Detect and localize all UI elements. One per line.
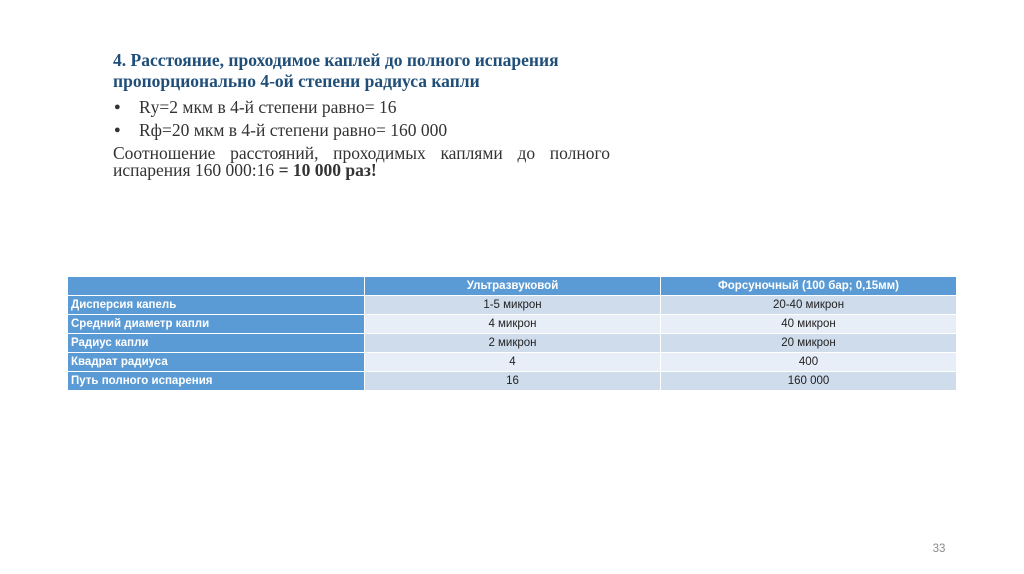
table-row [68, 334, 957, 353]
heading-line-1: 4. Расстояние, проходимое каплей до полного испарения [113, 50, 559, 70]
comparison-table [67, 276, 957, 391]
cell-nozzle: 400 [661, 353, 957, 372]
bullet-text: Rу=2 мкм в 4-й степени равно= 16 [139, 97, 397, 117]
bullet-item [113, 96, 610, 119]
cell-ultrasonic: 2 микрон [365, 334, 661, 353]
table-row [68, 296, 957, 315]
cell-ultrasonic: 16 [365, 372, 661, 391]
ratio-result: = 10 000 раз! [278, 160, 377, 180]
cell-nozzle: 20-40 микрон [661, 296, 957, 315]
cell-ultrasonic: 1-5 микрон [365, 296, 661, 315]
bullet-icon: ● [114, 124, 121, 136]
table-row [68, 353, 957, 372]
cell-ultrasonic: 4 микрон [365, 315, 661, 334]
cell-nozzle: 40 микрон [661, 315, 957, 334]
bullet-list [113, 96, 610, 142]
ratio-paragraph [113, 145, 610, 179]
slide-heading [113, 50, 610, 92]
row-label: Квадрат радиуса [68, 353, 365, 372]
row-label: Дисперсия капель [68, 296, 365, 315]
header-nozzle: Форсуночный (100 бар; 0,15мм) [661, 277, 957, 296]
cell-ultrasonic: 4 [365, 353, 661, 372]
table-row [68, 315, 957, 334]
row-label: Путь полного испарения [68, 372, 365, 391]
slide-text-block [113, 50, 610, 179]
heading-line-2: пропорционально 4-ой степени радиуса капли [113, 71, 480, 91]
bullet-text: Rф=20 мкм в 4-й степени равно= 160 000 [139, 120, 448, 140]
header-ultrasonic: Ультразвуковой [365, 277, 661, 296]
row-label: Радиус капли [68, 334, 365, 353]
cell-nozzle: 20 микрон [661, 334, 957, 353]
page-number: 33 [932, 543, 946, 555]
ratio-text: Соотношение расстояний, проходимых каплями до полного испарения 160 000:16 [113, 143, 610, 180]
cell-nozzle: 160 000 [661, 372, 957, 391]
row-label: Средний диаметр капли [68, 315, 365, 334]
table-header-row [68, 277, 957, 296]
bullet-icon: ● [114, 101, 121, 113]
bullet-item [113, 119, 610, 142]
header-empty-cell [68, 277, 365, 296]
table-row [68, 372, 957, 391]
